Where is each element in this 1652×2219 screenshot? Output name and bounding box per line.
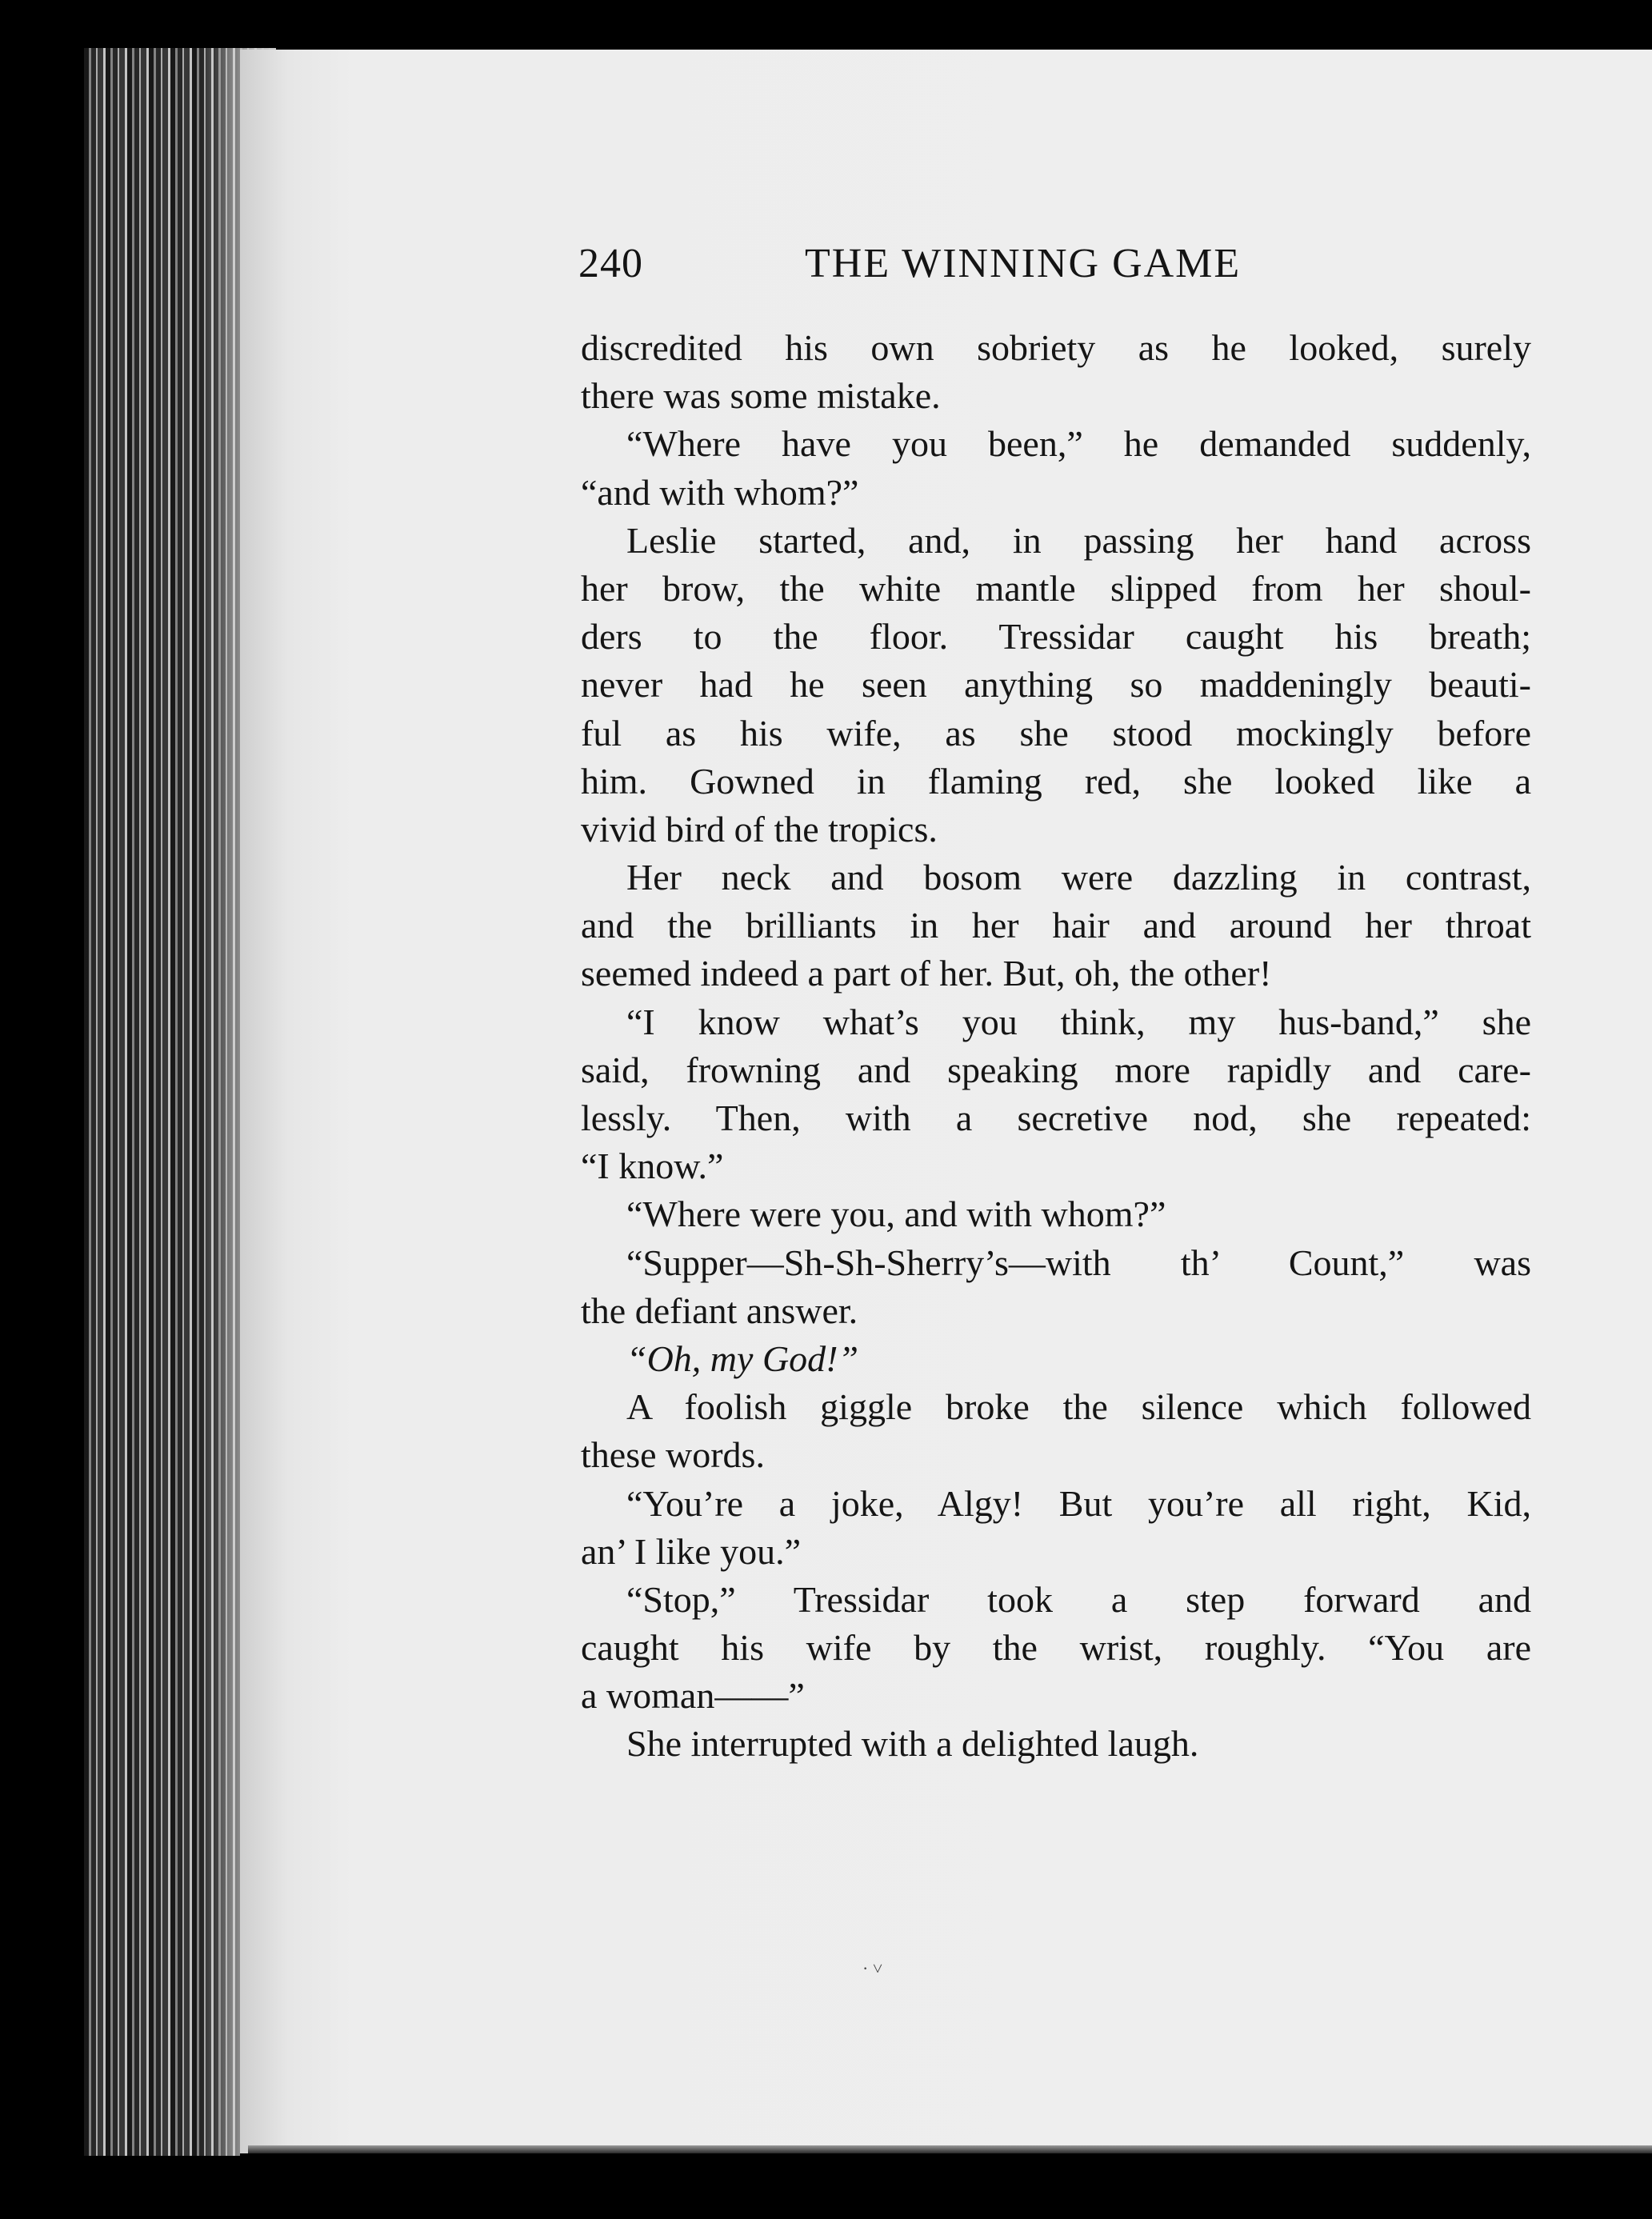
text-line: “Stop,” Tressidar took a step forward and [626,1578,1531,1620]
scan-border-bottom [240,2153,1652,2219]
text-line: vivid bird of the tropics. [581,808,938,850]
text-line: “I know what’s you think, my hus-band,” she [626,1001,1531,1042]
text-line: A foolish giggle broke the silence which followed [626,1386,1531,1428]
page-bottom-edge [248,2145,1652,2153]
text-line: these words. [581,1434,765,1476]
text-line: caught his wife by the wrist, roughly. “You are [581,1627,1531,1669]
text-line: “and with whom?” [581,471,859,513]
text-line: discredited his own sobriety as he looked, surely [581,327,1531,368]
running-title: THE WINNING GAME [805,241,1242,286]
text-line: her brow, the white mantle slipped from her shoul- [581,567,1531,609]
page-header [578,240,1538,296]
text-line: “Oh, my God!” [626,1337,859,1379]
page-number: 240 [578,241,643,286]
text-line: ders to the floor. Tressidar caught his breath; [581,616,1531,658]
text-line: “Where have you been,” he demanded suddenly, [626,423,1531,465]
text-line: ful as his wife, as she stood mockingly before [581,712,1531,754]
body-text [581,324,1531,1769]
scan-speck: · ˅ [862,1958,883,1978]
text-line: Leslie started, and, in passing her hand across [626,519,1531,561]
text-line: seemed indeed a part of her. But, oh, the other! [581,953,1272,994]
text-line: a woman——” [581,1675,805,1717]
text-line: there was some mistake. [581,375,941,417]
text-line: and the brilliants in her hair and around her throat [581,905,1531,946]
text-line: “Supper—Sh-Sh-Sherry’s—with th’ Count,” was [626,1241,1531,1283]
text-line: him. Gowned in flaming red, she looked like a [581,760,1531,802]
text-line: Her neck and bosom were dazzling in contrast, [626,857,1531,898]
text-line: said, frowning and speaking more rapidly and care- [581,1049,1531,1090]
text-line: “I know.” [581,1145,724,1187]
text-line: lessly. Then, with a secretive nod, she repeated: [581,1098,1531,1138]
text-line: She interrupted with a delighted laugh. [626,1723,1199,1765]
text-line: an’ I like you.” [581,1530,802,1572]
text-line: never had he seen anything so maddeningly beauti- [581,664,1531,706]
text-line: “You’re a joke, Algy! But you’re all right, Kid, [626,1482,1531,1524]
text-line: “Where were you, and with whom?” [626,1193,1166,1235]
text-line: the defiant answer. [581,1289,858,1331]
